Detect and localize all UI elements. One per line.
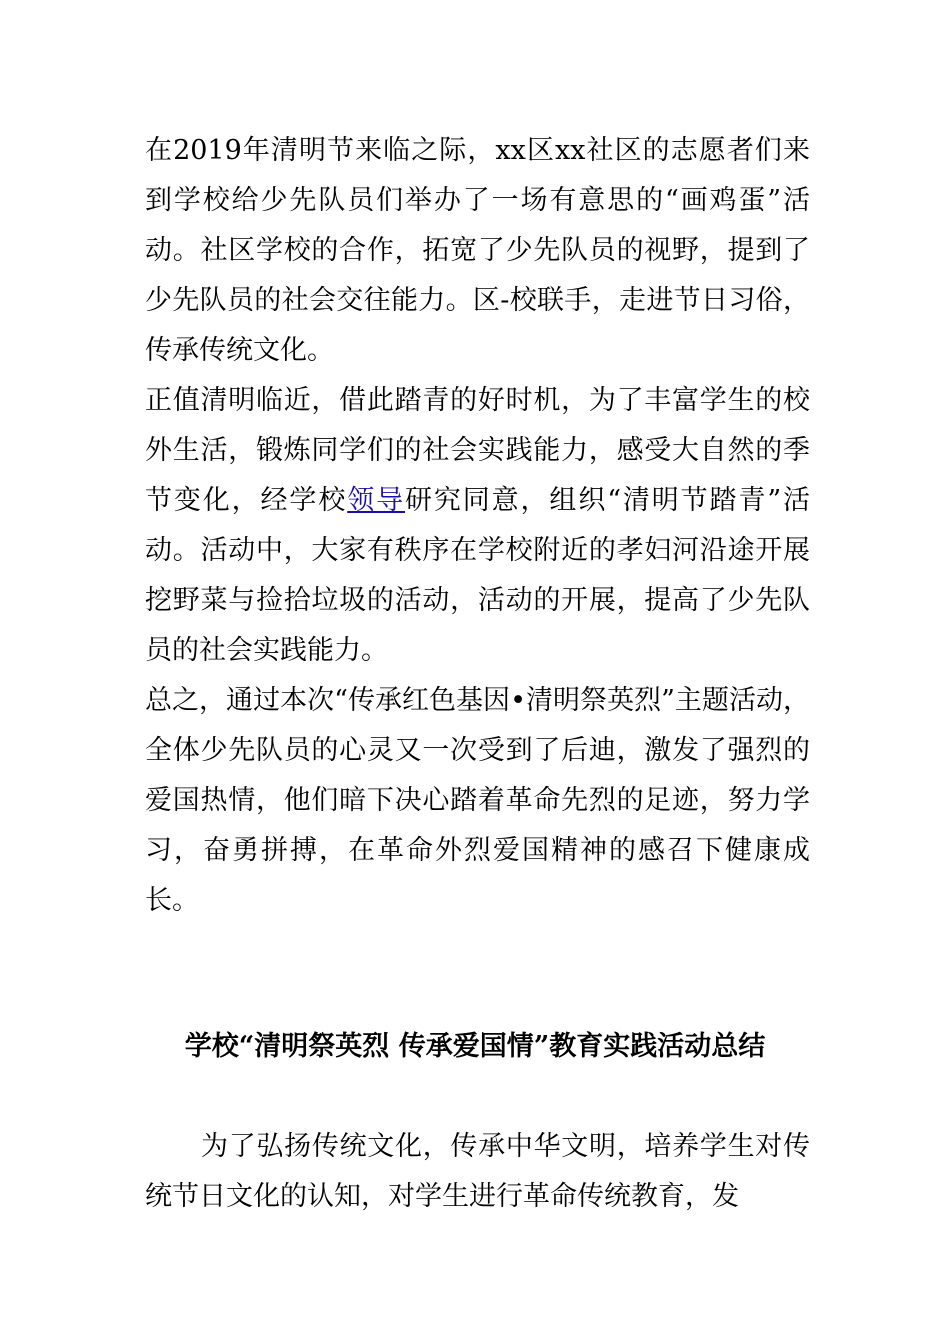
section-title: 学校“清明祭英烈 传承爱国情”教育实践活动总结 <box>184 1031 766 1062</box>
section-body <box>145 1122 810 1222</box>
leadership-link[interactable]: 领导 <box>347 485 405 516</box>
paragraph-spring-outing-text-after: 研究同意，组织“清明节踏青”活动。活动中，大家有秩序在学校附近的孝妇河沿途开展挖野菜与捡拾垃圾的活动，活动的开展，提高了少先队员的社会实践能力。 <box>145 485 811 666</box>
document-body <box>145 126 810 926</box>
paragraph-community-activity: 在2019年清明节来临之际，xx区xx社区的志愿者们来到学校给少先队员们举办了一场有意思的“画鸡蛋”活动。社区学校的合作，拓宽了少先队员的视野，提到了少先队员的社会交往能力。区-校联手，走进节日习俗，传承传统文化。 <box>145 135 810 366</box>
paragraph-conclusion: 总之，通过本次“传承红色基因•清明祭英烈”主题活动，全体少先队员的心灵又一次受到了后迪，激发了强烈的爱国热情，他们暗下决心踏着革命先烈的足迹，努力学习，奋勇拼搏，在革命外烈爱国精神的感召下健康成长。 <box>145 685 810 916</box>
paragraph-spring-outing-text-before: 正值清明临近，借此踏青的好时机，为了丰富学生的校外生活，锻炼同学们的社会实践能力，感受大自然的季节变化，经学校 <box>145 385 810 516</box>
paragraph-spring-outing <box>145 376 810 676</box>
section-paragraph: 为了弘扬传统文化，传承中华文明，培养学生对传统节日文化的认知，对学生进行革命传统教育，发 <box>145 1131 810 1212</box>
